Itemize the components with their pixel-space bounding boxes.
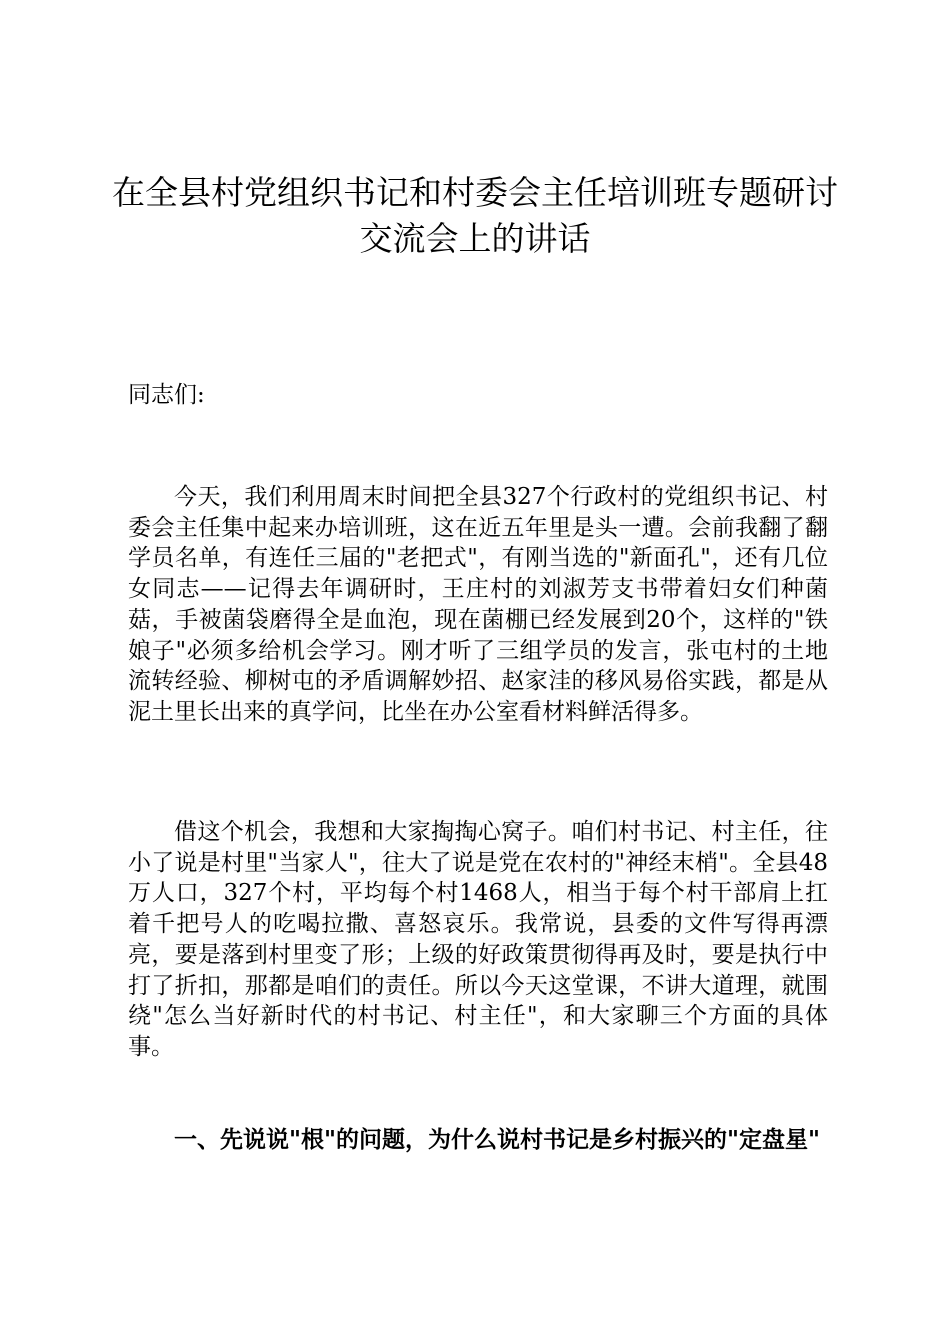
body-paragraph-1: 今天，我们利用周末时间把全县327个行政村的党组织书记、村委会主任集中起来办培训班，这在近五年里是头一遭。会前我翻了翻学员名单，有连任三届的"老把式"，有刚当选的"新面孔"，还有几位女同志——记得去年调研时，王庄村的刘淑芳支书带着妇女们种菌菇，手被菌袋磨得全是血泡，现在菌棚已经发展到20个，这样的"铁娘子"必须多给机会学习。刚才听了三组学员的发言，张屯村的土地流转经验、柳树屯的矛盾调解妙招、赵家洼的移风易俗实践，都是从泥土里长出来的真学问，比坐在办公室看材料鲜活得多。 xyxy=(128,484,828,725)
section-heading: 一、先说说"根"的问题，为什么说村书记是乡村振兴的"定盘星" xyxy=(174,1126,820,1153)
body-paragraph-2: 借这个机会，我想和大家掏掏心窝子。咱们村书记、村主任，往小了说是村里"当家人"，往大了说是党在农村的"神经末梢"。全县48万人口，327个村，平均每个村1468人，相当于每个村干部肩上扛着千把号人的吃喝拉撒、喜怒哀乐。我常说，县委的文件写得再漂亮，要是落到村里变了形；上级的好政策贯彻得再及时，要是执行中打了折扣，那都是咱们的责任。所以今天这堂课，不讲大道理，就围绕"怎么当好新时代的村书记、村主任"，和大家聊三个方面的具体事。 xyxy=(128,819,828,1060)
document-title: 在全县村党组织书记和村委会主任培训班专题研讨交流会上的讲话 xyxy=(112,173,838,258)
salutation: 同志们: xyxy=(128,382,205,408)
